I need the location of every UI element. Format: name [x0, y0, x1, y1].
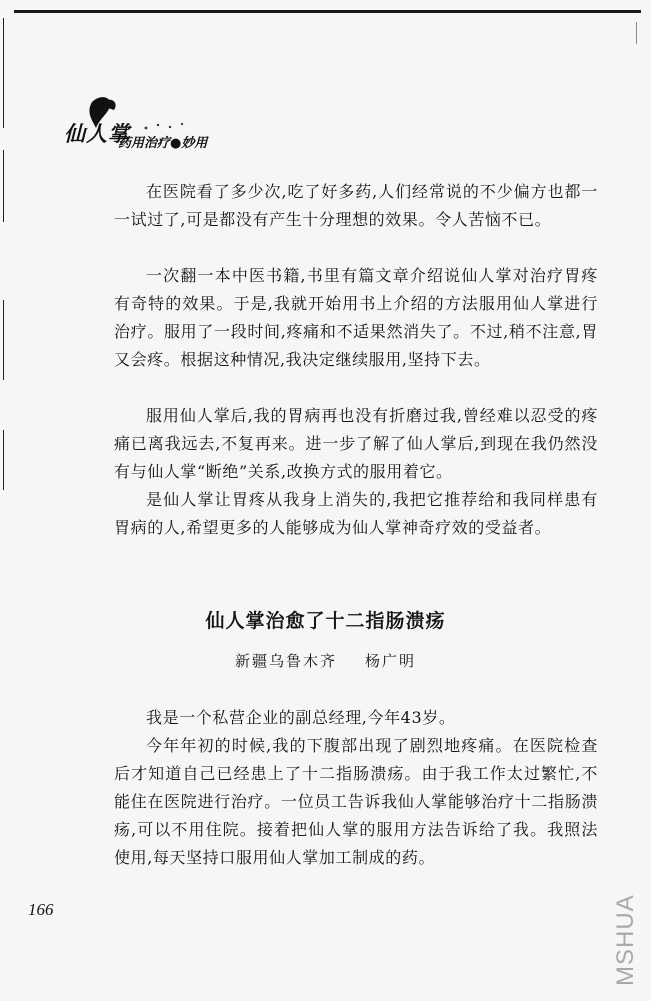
author-location: 新疆乌鲁木齐	[234, 652, 337, 670]
scan-edge-mark	[3, 300, 4, 380]
scan-edge-mark	[3, 150, 4, 222]
logo-subtitle: 药用治疗●妙用	[118, 136, 208, 151]
body-paragraph: 服用仙人掌后,我的胃病再也没有折磨过我,曾经难以忍受的疼痛已离我远去,不复再来。进一步了解了仙人掌后,到现在我仍然没有与仙人掌“断绝”关系,改换方式的服用着它。	[114, 406, 598, 481]
body-paragraph: 我是一个私营企业的副总经理,今年43岁。	[146, 708, 456, 727]
section-title: 仙人掌治愈了十二指肠溃疡	[205, 610, 446, 632]
scan-edge-mark	[636, 22, 637, 44]
book-header-logo	[62, 92, 252, 154]
watermark-text: MSHUA	[612, 894, 639, 986]
author-name: 杨广明	[365, 652, 417, 670]
body-paragraph: 在医院看了多少次,吃了好多药,人们经常说的不少偏方也都一一试过了,可是都没有产生十分理想的效果。令人苦恼不已。	[114, 182, 598, 229]
scan-edge-mark	[3, 18, 4, 128]
scan-edge-mark	[3, 430, 4, 490]
page-number: 166	[28, 900, 54, 919]
author-byline	[0, 650, 651, 671]
logo-title: 仙人掌	[64, 121, 130, 146]
body-paragraph: 今年年初的时候,我的下腹部出现了剧烈地疼痛。在医院检查后才知道自己已经患上了十二指肠溃疡。由于我工作太过繁忙,不能住在医院进行治疗。一位员工告诉我仙人掌能够治疗十二指肠溃疡,可以不用住院。接着把仙人掌的服用方法告诉给了我。我照法使用,每天坚持口服用仙人掌加工制成的药。	[114, 736, 598, 867]
body-paragraph: 一次翻一本中医书籍,书里有篇文章介绍说仙人掌对治疗胃疼有奇特的效果。于是,我就开始用书上介绍的方法服用仙人掌进行治疗。服用了一段时间,疼痛和不适果然消失了。不过,稍不注意,胃又会疼。根据这种情况,我决定继续服用,坚持下去。	[114, 266, 598, 369]
top-rule	[14, 10, 641, 13]
body-paragraph: 是仙人掌让胃疼从我身上消失的,我把它推荐给和我同样患有胃病的人,希望更多的人能够成为仙人掌神奇疗效的受益者。	[114, 490, 598, 537]
